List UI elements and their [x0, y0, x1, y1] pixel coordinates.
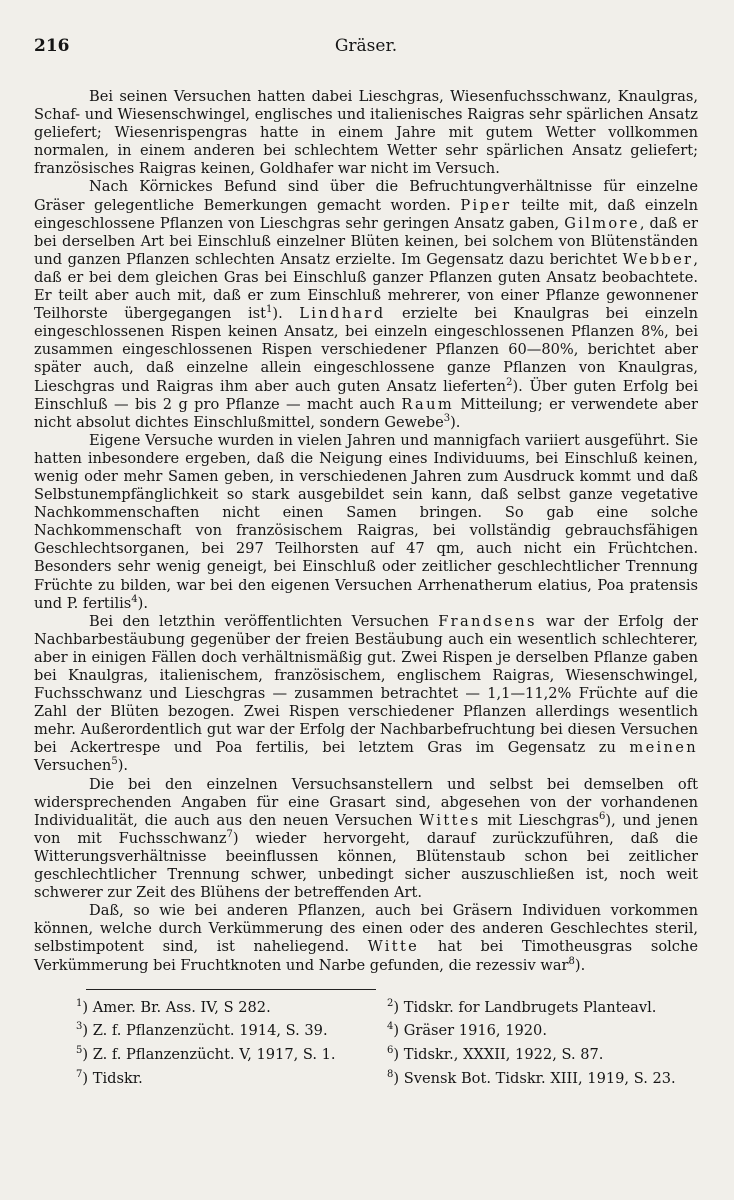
text-run: hat bei Timotheusgras solche Verkümmerung bei Fruchtknoten und Narbe gefunden, die rezessiv war — [34, 938, 699, 974]
text-run: Mitteilung; er verwendete aber nicht absolut dichtes Einschlußmittel, sondern Gewebe — [34, 395, 698, 431]
paragraph — [34, 613, 698, 776]
author-name: Lindhard — [299, 305, 386, 323]
footnote-mark: 7 — [76, 1069, 83, 1081]
footnote — [76, 994, 387, 1018]
footnote-ref: 7 — [226, 828, 233, 840]
footnote-text: ) Z. f. Pflanzenzücht. V, 1917, S. 1. — [82, 1046, 336, 1064]
footnote-row — [76, 994, 698, 1018]
running-head: Gräser. — [334, 36, 398, 56]
page-header — [34, 36, 698, 60]
author-name: Raum — [401, 395, 454, 413]
author-name: Piper — [460, 196, 512, 214]
footnote-ref: 2 — [506, 376, 513, 388]
text-run: , daß er bei dem gleichen Gras bei Einschluß ganzer Pflanzen guten Ansatz beobachtete. Er teilt aber auch mit, daß er zum Einschluß mehrerer, von einer Pflanze gewonnener Teilhorste übergegangen ist — [34, 250, 698, 323]
footnote — [76, 1017, 387, 1041]
paragraph — [34, 432, 698, 613]
footnote-ref: 6 — [599, 810, 606, 822]
footnote-mark: 6 — [387, 1045, 394, 1057]
footnote-divider — [86, 989, 376, 990]
footnote-row — [76, 1017, 698, 1041]
text-run: war der Erfolg der Nachbarbestäubung gegenüber der freien Bestäubung auch ein wesentlich schlechterer, aber in einigen Fällen doch verhältnismäßig gut. Zwei Rispen je derselben Pflanze gaben bei Knaulgras, italienischem, französischem, englischem Raigras, Wiesenschwingel, Fuchsschwanz und Lieschgras — zusammen betrachtet — 1,1—11,2% Früchte auf die Zahl der Blüten bezogen. Zwei Rispen verschiedener Pflanzen allerdings wesentlich mehr. Außerordentlich gut war der Erfolg der Nachbarbefruchtung bei diesen Versuchen bei Ackertrespe und Poa fertilis, bei letztem Gras im Gegensatz zu — [34, 612, 698, 757]
footnote-ref: 4 — [131, 593, 138, 605]
text-run: ), und jenen von mit Fuchsschwanz — [34, 811, 698, 847]
footnotes — [34, 994, 698, 1089]
text-run: teilte mit, daß einzeln eingeschlossene Pflanzen von Lieschgras sehr geringen Ansatz gaben, — [34, 196, 698, 232]
text-run: Daß, so wie bei anderen Pflanzen, auch bei Gräsern Individuen vorkommen können, welche durch Verkümmerung des einen oder des anderen Geschlechtes steril, selbstimpotent sind, ist naheliegend. — [34, 902, 698, 956]
text-run: ). — [574, 956, 586, 974]
text-run: Bei den letzthin veröffentlichten Versuchen — [89, 612, 439, 630]
footnote-ref: 5 — [111, 756, 118, 768]
text-run: ). Über guten Erfolg bei Einschluß — bis 2 g pro Pflanze — macht auch — [34, 377, 698, 413]
text-run: Eigene Versuche wurden in vielen Jahren und mannigfach variiert ausgeführt. Sie hatten inbesondere ergeben, daß die Neigung eines Individuums, bei Einschluß keinen, wenig oder mehr Samen geben, in verschiedenen Jahren zum Ausdruck kommt und daß Selbstunempfänglichkeit so stark ausgebildet sein kann, daß selbst ganze vegetative Nachkommenschaften nicht einen Samen bringen. So gab eine solche Nachkommenschaft von französischem Raigras, bei vollständig gebrauchsfähigen Geschlechtsorganen, bei 297 Teilhorsten auf 47 qm, auch nicht ein Früchtchen. Besonders sehr wenig geneigt, bei Einschluß oder zeitlicher geschlechtlicher Trennung Früchte zu bilden, war bei den eigenen Versuchen Arrhenatherum elatius, Poa pratensis und P. fertilis — [34, 431, 698, 612]
footnote-ref: 8 — [568, 955, 575, 967]
footnote-mark: 4 — [387, 1021, 394, 1033]
author-name: Webber — [622, 250, 694, 268]
paragraph — [34, 776, 698, 903]
author-name: Wittes — [419, 811, 481, 829]
footnote-text: ) Z. f. Pflanzenzücht. 1914, S. 39. — [82, 1022, 328, 1040]
author-name: Gilmore — [564, 214, 640, 232]
paragraph — [34, 88, 698, 178]
text-run: Nach Körnickes Befund sind über die Befruchtungverhältnisse für einzelne Gräser gelegentliche Bemerkungen gemacht worden. — [34, 178, 698, 214]
footnote — [76, 1065, 387, 1089]
footnote-text: ) Tidskr. — [82, 1070, 143, 1088]
footnote-mark: 3 — [76, 1021, 83, 1033]
author-name: meinen — [629, 739, 698, 757]
text-run: ) wieder hervorgeht, darauf zurückzuführen, daß die Witterungsverhältnisse beeinflussen können, Blütenstaub schon bei zeitlicher geschlechtlicher Trennung schwer, unbedingt sicher auszuschließen ist, noch weit schwerer zur Zeit des Blühens der betreffenden Art. — [34, 829, 698, 902]
footnote-mark: 2 — [387, 997, 394, 1009]
footnote-mark: 8 — [387, 1069, 394, 1081]
paragraph — [34, 178, 698, 431]
text-run: ). — [117, 757, 129, 775]
footnote-ref: 3 — [443, 412, 451, 424]
text-run: Versuchen — [34, 757, 112, 775]
text-run: Die bei den einzelnen Versuchsanstellern und selbst bei demselben oft widersprechenden Angaben für eine Grasart sind, abgesehen von der vorhandenen Individualität, die auch aus den neuen Versuchen — [34, 775, 698, 829]
author-name: Witte — [367, 938, 420, 956]
paragraph — [34, 902, 698, 974]
footnote-ref: 1 — [266, 304, 273, 316]
page-number: 216 — [34, 36, 70, 56]
footnote-row — [76, 1041, 698, 1065]
text-run: Bei seinen Versuchen hatten dabei Lieschgras, Wiesenfuchsschwanz, Knaulgras, Schaf- und Wiesenschwingel, englisches und italienisches Raigras sehr spärlichen Ansatz geliefert; Wiesenrispengras hatte in einem Jahre mit gutem Wetter vollkommen normalen, in einem anderen bei schlechtem Wetter sehr spärlichen Ansatz geliefert; französisches Raigras keinen, Goldhafer war nicht im Versuch. — [34, 88, 698, 178]
footnote — [387, 1017, 698, 1041]
footnote-row — [76, 1065, 698, 1089]
footnote-text: ) Tidskr., XXXII, 1922, S. 87. — [393, 1046, 604, 1064]
footnote-text: ) Gräser 1916, 1920. — [393, 1022, 547, 1040]
footnote-text: ) Svensk Bot. Tidskr. XIII, 1919, S. 23. — [393, 1070, 676, 1088]
body-text — [34, 88, 698, 975]
footnote-text: ) Amer. Br. Ass. IV, S 282. — [82, 998, 271, 1016]
text-run: , daß er bei derselben Art bei Einschluß einzelner Blüten keinen, bei solchem von Blütenständen und ganzen Pflanzen schlechten Ansatz erzielte. Im Gegensatz dazu berichtet — [34, 214, 698, 268]
footnote — [387, 1041, 698, 1065]
text-run: ). — [272, 305, 300, 323]
text-run: mit Lieschgras — [480, 811, 600, 829]
text-run: ). — [450, 413, 461, 431]
footnote — [76, 1041, 387, 1065]
footnote-text: ) Tidskr. for Landbrugets Planteavl. — [393, 998, 657, 1016]
footnote — [387, 994, 698, 1018]
footnote-mark: 5 — [76, 1045, 83, 1057]
author-name: Frandsens — [438, 612, 537, 630]
text-run: ). — [137, 594, 149, 612]
footnote — [387, 1065, 698, 1089]
footnote-mark: 1 — [76, 997, 83, 1009]
text-run: erzielte bei Knaulgras bei einzeln eingeschlossenen Rispen keinen Ansatz, bei einzeln eingeschlossenen Pflanzen 8%, bei zusammen eingeschlossenen Rispen verschiedener Pflanzen 60—80%, berichtet aber später auch, daß einzelne allein eingeschlossene ganze Pflanzen von Knaulgras, Lieschgras und Raigras ihm aber auch guten Ansatz lieferten — [34, 305, 698, 395]
